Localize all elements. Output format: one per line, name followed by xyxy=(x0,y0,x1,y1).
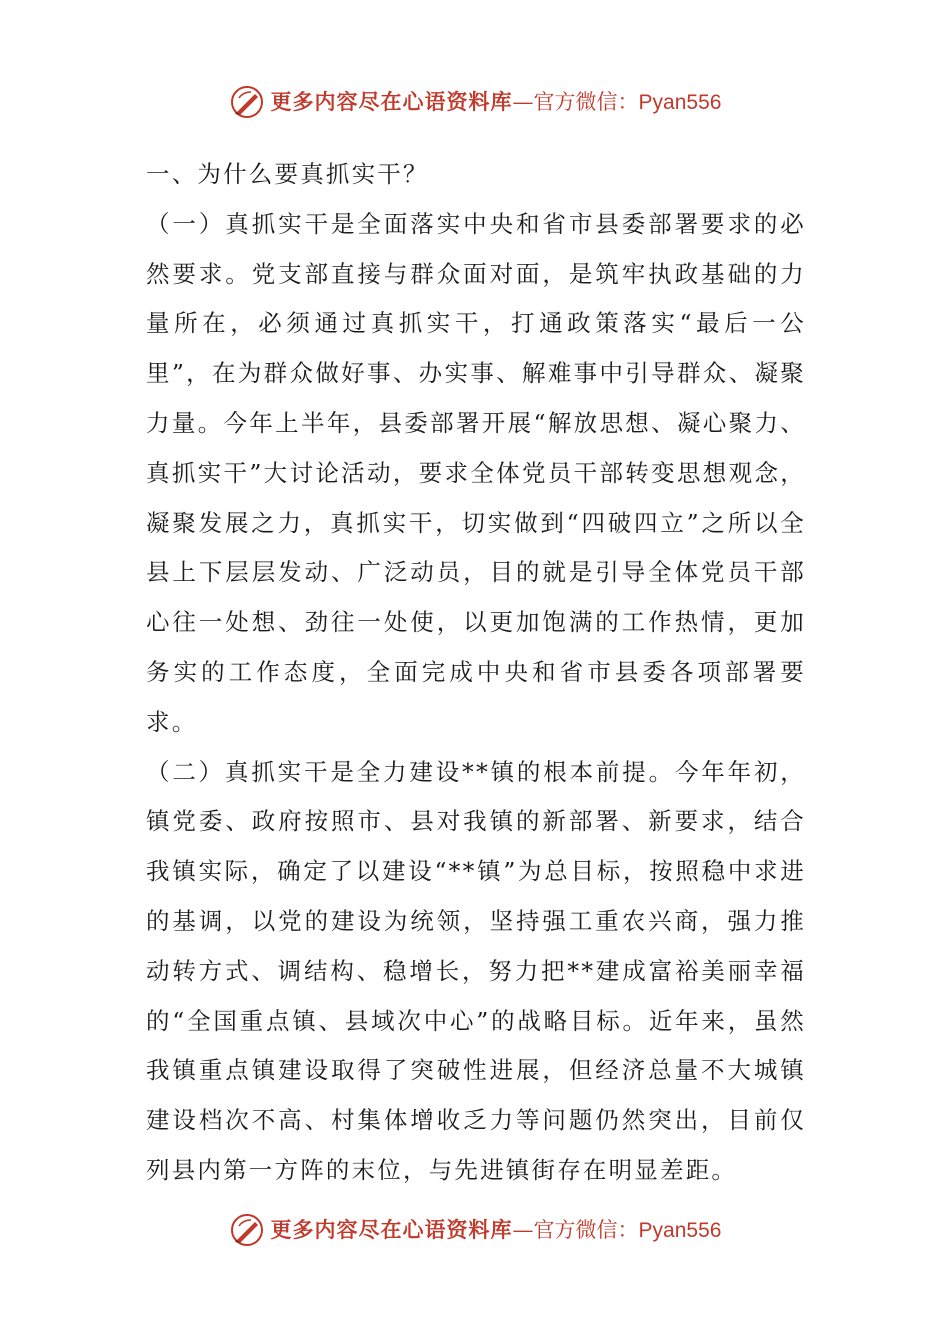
header-watermark-banner xyxy=(0,84,950,120)
document-body xyxy=(146,150,806,1196)
banner-dash: — xyxy=(512,1217,534,1242)
banner-wechat-id: Pyan556 xyxy=(638,1218,722,1242)
paragraph-2: （二）真抓实干是全力建设**镇的根本前提。今年年初，镇党委、政府按照市、县对我镇的新部署、新要求，结合我镇实际，确定了以建设“**镇”为总目标，按照稳中求进的基调，以党的建设为统领，坚持强工重农兴商，强力推动转方式、调结构、稳增长，努力把**建成富裕美丽幸福的“全国重点镇、县域次中心”的战略目标。近年来，虽然我镇重点镇建设取得了突破性进展，但经济总量不大城镇建设档次不高、村集体增收乏力等问题仍然突出，目前仅列县内第一方阵的末位，与先进镇街存在明显差距。 xyxy=(146,757,806,1184)
banner-main-text: 更多内容尽在心语资料库 xyxy=(270,88,513,114)
pen-logo-icon xyxy=(229,84,265,120)
banner-official-label: 官方微信： xyxy=(533,89,639,114)
banner-text xyxy=(271,1212,722,1249)
banner-dash: — xyxy=(512,89,534,114)
banner-text xyxy=(271,84,722,121)
pen-logo-icon xyxy=(229,1212,265,1248)
section-heading: 一、为什么要真抓实干？ xyxy=(146,160,429,188)
banner-wechat-id: Pyan556 xyxy=(638,90,722,114)
paragraph-1: （一）真抓实干是全面落实中央和省市县委部署要求的必然要求。党支部直接与群众面对面，是筑牢执政基础的力量所在，必须通过真抓实干，打通政策落实“最后一公里”，在为群众做好事、办实事、解难事中引导群众、凝聚力量。今年上半年，县委部署开展“解放思想、凝心聚力、真抓实干”大讨论活动，要求全体党员干部转变思想观念，凝聚发展之力，真抓实干，切实做到“四破四立”之所以全县上下层层发动、广泛动员，目的就是引导全体党员干部心往一处想、劲往一处使，以更加饱满的工作热情，更加务实的工作态度，全面完成中央和省市县委各项部署要求。 xyxy=(146,209,806,736)
banner-official-label: 官方微信： xyxy=(533,1217,639,1242)
banner-main-text: 更多内容尽在心语资料库 xyxy=(270,1216,513,1242)
footer-watermark-banner xyxy=(0,1212,950,1248)
